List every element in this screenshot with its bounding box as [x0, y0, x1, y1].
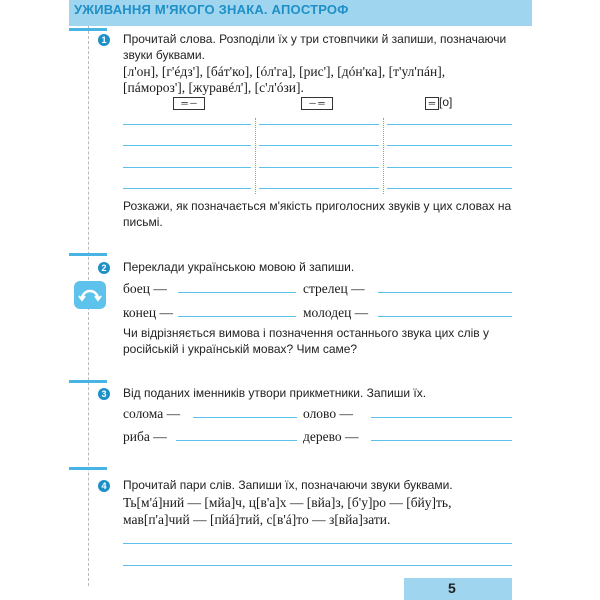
- answer-line[interactable]: [178, 292, 296, 293]
- answer-line[interactable]: [387, 167, 512, 168]
- answer-line[interactable]: [259, 145, 379, 146]
- arc-arrow-icon: [74, 281, 106, 309]
- oral-task-icon: [74, 281, 106, 309]
- word-boets: боец —: [123, 281, 167, 296]
- exercise-4-separator: [69, 467, 107, 470]
- exercise-1-separator: [69, 28, 107, 31]
- exercise-4-number: 4: [98, 480, 110, 492]
- answer-line[interactable]: [371, 417, 512, 418]
- page-number: 5: [448, 580, 456, 596]
- column-2-sound-scheme: ─ ═: [301, 97, 333, 110]
- exercise-1-words-line2: [пáмороз'], [журавéл'], [с'л'óзи].: [123, 80, 304, 95]
- answer-line[interactable]: [193, 417, 297, 418]
- exercise-4-pairs-line2: мав[п'а]чий — [пйá]тий, с[в'á]то — з[вйа]зати.: [123, 512, 391, 527]
- answer-line[interactable]: [123, 124, 251, 125]
- column-1-sound-scheme: ═ ─: [173, 97, 205, 110]
- answer-line[interactable]: [259, 167, 379, 168]
- exercise-4-pairs-line1: Ть[м'á]ний — [мйа]ч, ц[в'а]х — [вйа]з, [б'у]ро — [бйу]ть,: [123, 495, 452, 510]
- exercise-1-words-line1: [л'он], [г'éдз'], [бáт'ко], [óл'га], [рис'], [дóн'ка], [т'ул'пáн],: [123, 64, 446, 79]
- exercise-1-number: 1: [98, 34, 110, 46]
- answer-line[interactable]: [387, 124, 512, 125]
- answer-line[interactable]: [387, 145, 512, 146]
- answer-line[interactable]: [387, 188, 512, 189]
- word-konets: конец —: [123, 305, 173, 320]
- page-number-band: [404, 578, 512, 600]
- exercise-3-instruction: Від поданих іменників утвори прикметники. Запиши їх.: [123, 386, 427, 400]
- exercise-2-separator: [69, 253, 107, 256]
- column-divider: [383, 118, 384, 194]
- answer-line[interactable]: [123, 188, 251, 189]
- exercise-3-number: 3: [98, 388, 110, 400]
- answer-line[interactable]: [378, 292, 512, 293]
- answer-line[interactable]: [123, 167, 251, 168]
- answer-line[interactable]: [259, 124, 379, 125]
- answer-line[interactable]: [123, 543, 512, 544]
- exercise-1-question: Розкажи, як позначається м'якість приголосних звуків у цих словах на письмі.: [123, 199, 512, 229]
- exercise-2-number: 2: [98, 262, 110, 274]
- word-molodets: молодец —: [303, 305, 369, 320]
- column-3-sound-suffix: [о]: [439, 95, 453, 109]
- column-divider: [255, 118, 256, 194]
- exercise-2-instruction: Переклади українською мовою й запиши.: [123, 260, 355, 274]
- word-ryba: риба —: [123, 429, 167, 444]
- column-3-sound-scheme: ═: [425, 97, 439, 110]
- answer-line[interactable]: [259, 188, 379, 189]
- section-title: УЖИВАННЯ М'ЯКОГО ЗНАКА. АПОСТРОФ: [74, 2, 349, 17]
- exercise-4-instruction: Прочитай пари слів. Запиши їх, позначаючи звуки буквами.: [123, 478, 453, 492]
- answer-line[interactable]: [123, 565, 512, 566]
- exercise-3-separator: [69, 380, 107, 383]
- exercise-2-question: Чи відрізняється вимова і позначення останнього звука цих слів у російській і українській мовах? Чим саме?: [123, 326, 490, 356]
- answer-line[interactable]: [123, 145, 251, 146]
- word-olovo: олово —: [303, 406, 353, 421]
- word-strelets: стрелец —: [303, 281, 365, 296]
- answer-line[interactable]: [178, 316, 296, 317]
- word-soloma: солома —: [123, 406, 181, 421]
- answer-line[interactable]: [378, 316, 512, 317]
- answer-line[interactable]: [176, 440, 297, 441]
- exercise-1-instruction: Прочитай слова. Розподіли їх у три стовпчики й запиши, позначаючи звуки буквами.: [123, 32, 507, 62]
- answer-line[interactable]: [371, 440, 512, 441]
- word-derevo: дерево —: [303, 429, 359, 444]
